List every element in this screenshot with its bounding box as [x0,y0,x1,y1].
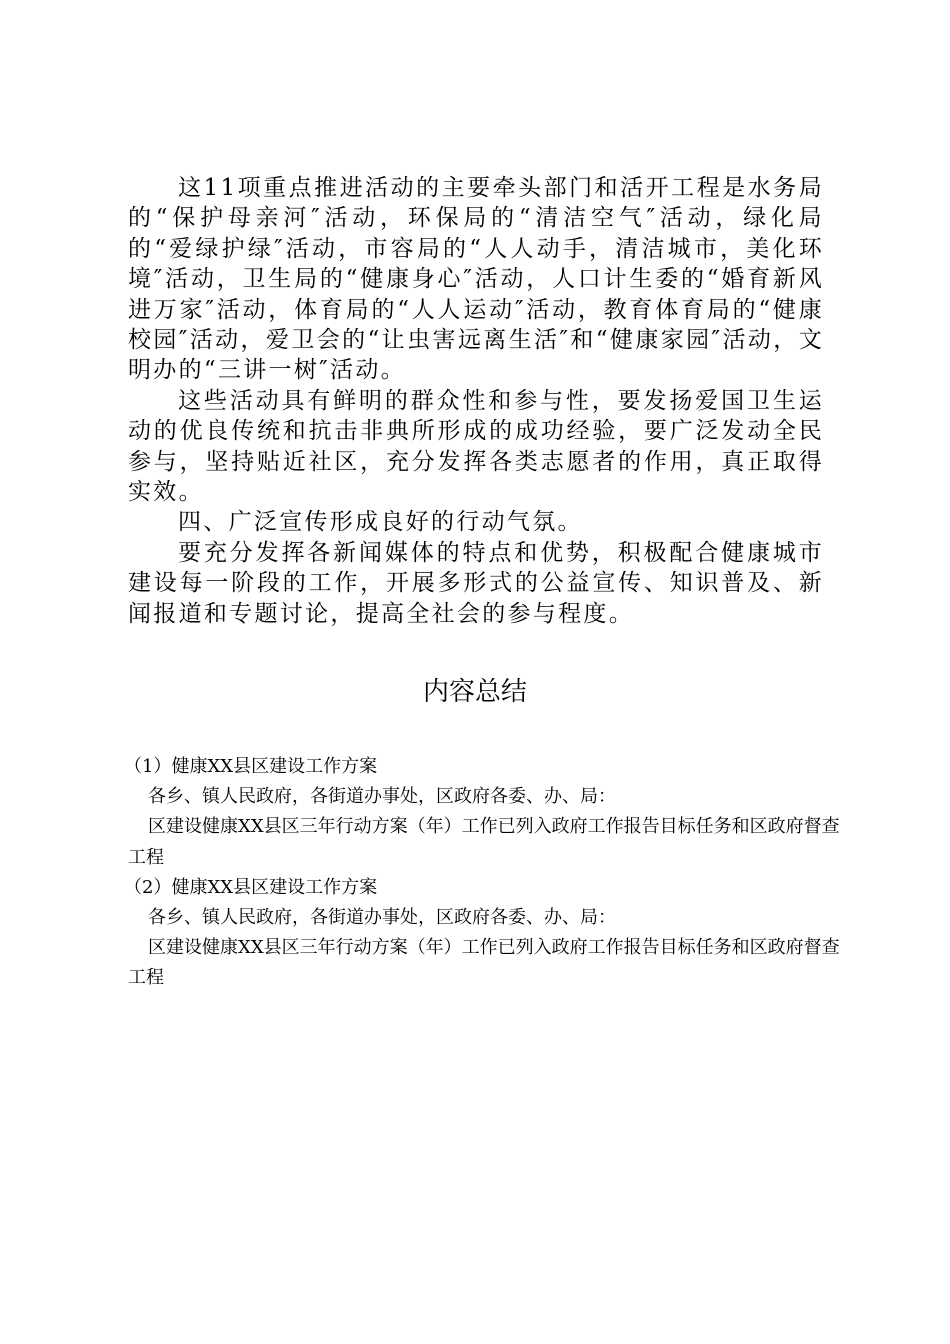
summary-item-heading: （1）健康XX县区建设工作方案 [124,756,378,777]
section-heading: 四、广泛宣传形成良好的行动气氛。 [178,509,583,536]
body-paragraph: 要充分发挥各新闻媒体的特点和优势，积极配合健康城市建设每一阶段的工作，开展多形式的公益宣传、知识普及、新闻报道和专题讨论，提高全社会的参与程度。 [128,539,824,627]
summary-section [124,752,848,994]
body-paragraph: 这些活动具有鲜明的群众性和参与性，要发扬爱国卫生运动的优良传统和抗击非典所形成的成功经验，要广泛发动全民参与，坚持贴近社区，充分发挥各类志愿者的作用，真正取得实效。 [128,387,824,506]
summary-item-line: 各乡、镇人民政府，各街道办事处，区政府各委、办、局： [148,907,616,929]
summary-title: 内容总结 [422,677,527,707]
summary-item-heading: （2）健康XX县区建设工作方案 [124,876,378,898]
summary-item-line: 区建设健康XX县区三年行动方案（年）工作已列入政府工作报告目标任务和区政府督查工程 [128,937,840,989]
summary-item-line: 各乡、镇人民政府，各街道办事处，区政府各委、办、局： [148,786,616,808]
body-paragraph: 这11项重点推进活动的主要牵头部门和活开工程是水务局的“保护母亲河″活动，环保局的“清洁空气″活动，绿化局的“爱绿护绿″活动，市容局的“人人动手，清洁城市，美化环境″活动，卫生局的“健康身心″活动，人口计生委的“婚育新风进万家″活动，体育局的“人人运动″活动，教育体育局的“健康校园″活动，爱卫会的“让虫害远离生活″和“健康家园″活动，文明办的“三讲一树″活动。 [128,175,824,384]
body-text [128,173,824,629]
summary-item-line: 区建设健康XX县区三年行动方案（年）工作已列入政府工作报告目标任务和区政府督查工程 [128,816,840,868]
